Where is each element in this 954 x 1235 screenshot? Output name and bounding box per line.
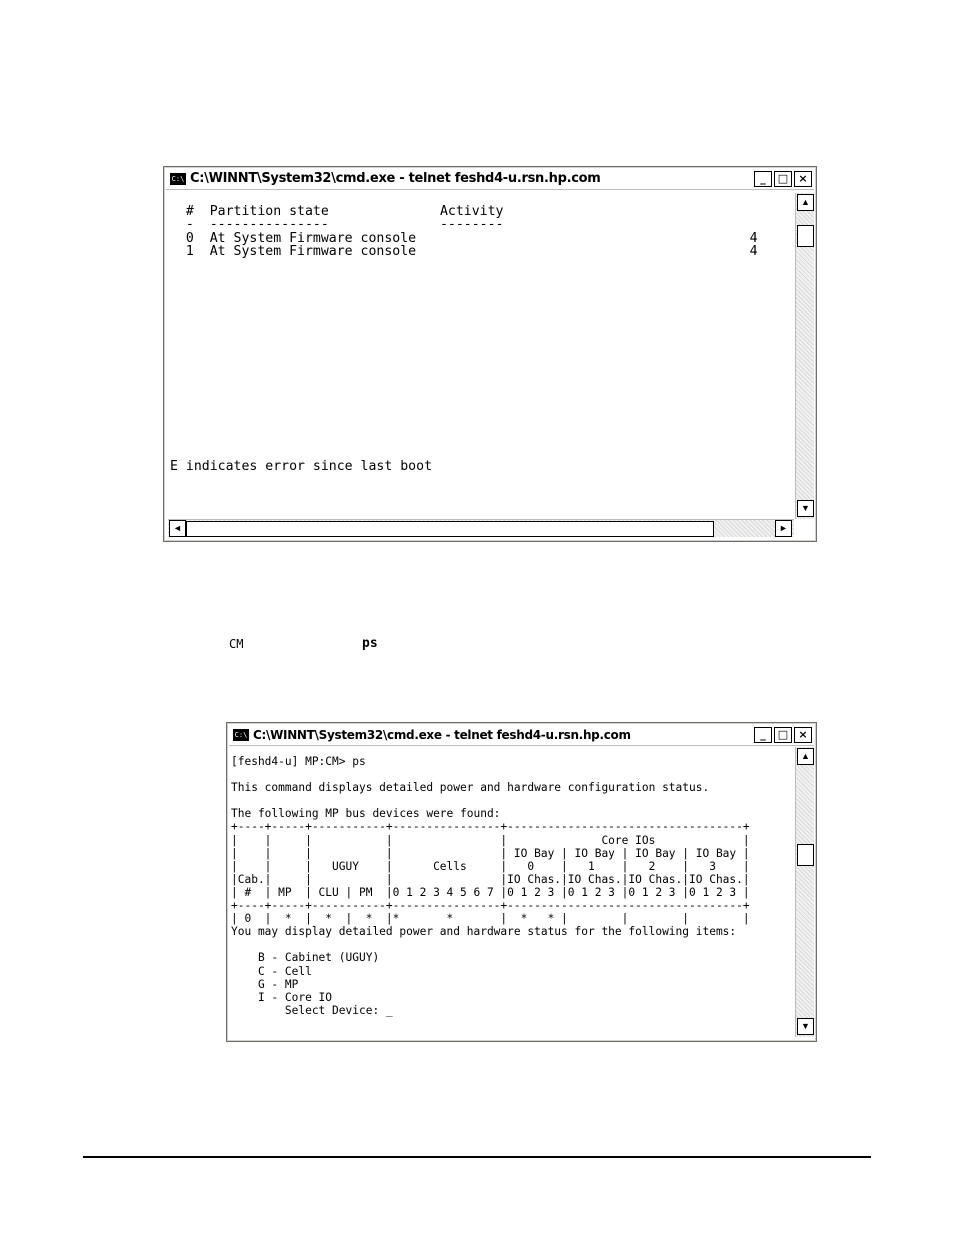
window-title: C:\WINNT\System32\cmd.exe - telnet feshd4-u.rsn.hp.com (253, 728, 631, 742)
console-window-partitions (163, 166, 817, 542)
scroll-up-button[interactable]: ▲ (797, 194, 814, 211)
console-window-ps (226, 722, 817, 1042)
scroll-up-button[interactable]: ▲ (797, 748, 814, 765)
cmd-icon: C:\ (234, 731, 248, 739)
scroll-right-button[interactable]: ► (775, 520, 792, 537)
ps-command: ps (362, 636, 378, 651)
cm-label: CM (229, 637, 244, 651)
title-bar[interactable] (229, 725, 814, 746)
minimize-button[interactable]: _ (754, 727, 772, 743)
footer-rule (83, 1156, 871, 1158)
minimize-button[interactable]: _ (754, 171, 772, 187)
horizontal-scrollbar[interactable] (168, 519, 794, 537)
console-text: # Partition state Activity - --------------- -------- 0 At System Firmware console 4 1 At System Firmware console 4 E indicates error since last boot (170, 204, 758, 474)
close-button[interactable]: × (794, 171, 812, 187)
close-button[interactable]: × (794, 727, 812, 743)
vertical-scrollbar[interactable] (795, 747, 814, 1037)
maximize-button[interactable]: □ (774, 727, 792, 743)
scroll-thumb[interactable] (797, 844, 814, 866)
cmd-icon: C:\ (171, 175, 185, 183)
scroll-down-button[interactable]: ▼ (797, 1018, 814, 1035)
title-bar[interactable] (166, 169, 814, 190)
window-title: C:\WINNT\System32\cmd.exe - telnet feshd4-u.rsn.hp.com (190, 171, 601, 186)
console-output[interactable] (231, 749, 791, 1039)
console-output[interactable] (168, 193, 788, 518)
horizontal-scroll-thumb[interactable] (186, 521, 714, 537)
vertical-scrollbar[interactable] (795, 193, 814, 519)
maximize-button[interactable]: □ (774, 171, 792, 187)
scroll-down-button[interactable]: ▼ (797, 500, 814, 517)
console-text: [feshd4-u] MP:CM> ps This command displays detailed power and hardware configuration status. The following MP bus devices were found: +----+-----+-----------+----------------+-----------------------------------+ | | | | | Core IOs | | | | | | IO Bay | IO Bay | IO Bay | IO Bay | | | | UGUY | Cells | 0 | 1 | 2 | 3 | |Cab.| | | |IO Chas.|IO Chas.|IO Chas.|IO Chas.| | # | MP | CLU | PM |0 1 2 3 4 5 6 7 |0 1 2 3 |0 1 2 3 |0 1 2 3 |0 1 2 3 | +----+-----+-----------+----------------+-----------------------------------+ | 0 | * | * | * |* * | * * | | | | You may display detailed power and hardware status for the following items: B - Cabinet (UGUY) C - Cell G - MP I - Core IO Select Device: _ (231, 755, 750, 1017)
scroll-left-button[interactable]: ◄ (169, 520, 186, 537)
scroll-thumb[interactable] (797, 225, 814, 247)
